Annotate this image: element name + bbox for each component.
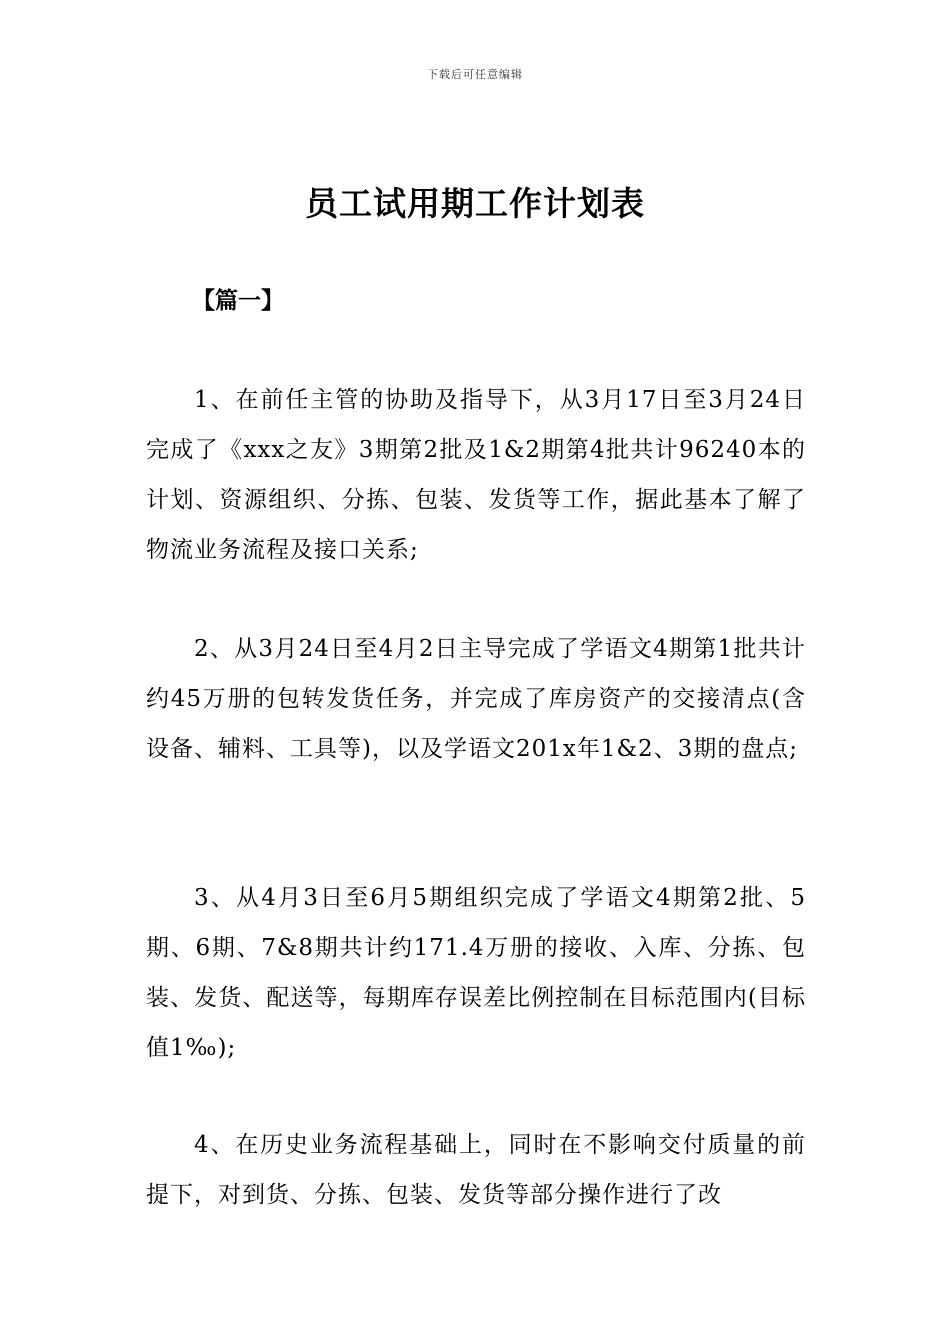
paragraph-2: 2、从3月24日至4月2日主导完成了学语文4期第1批共计约45万册的包转发货任务，并完成了库房资产的交接清点(含设备、辅料、工具等)，以及学语文201x年1&2、3期的盘点; — [146, 636, 806, 762]
paragraph-1: 1、在前任主管的协助及指导下，从3月17日至3月24日完成了《xxx之友》3期第2批及1&2期第4批共计96240本的计划、资源组织、分拣、包装、发货等工作，据此基本了解了物流业务流程及接口关系; — [146, 387, 806, 563]
document-title: 员工试用期工作计划表 — [305, 184, 645, 223]
paragraph-3: 3、从4月3日至6月5期组织完成了学语文4期第2批、5期、6期、7&8期共计约171.4万册的接收、入库、分拣、包装、发货、配送等，每期库存误差比例控制在目标范围内(目标值1‰); — [146, 885, 806, 1061]
paragraph-4: 4、在历史业务流程基础上，同时在不影响交付质量的前提下，对到货、分拣、包装、发货等部分操作进行了改 — [146, 1132, 806, 1208]
section-label: 【篇一】 — [192, 288, 284, 314]
header-note: 下载后可任意编辑 — [427, 68, 523, 81]
